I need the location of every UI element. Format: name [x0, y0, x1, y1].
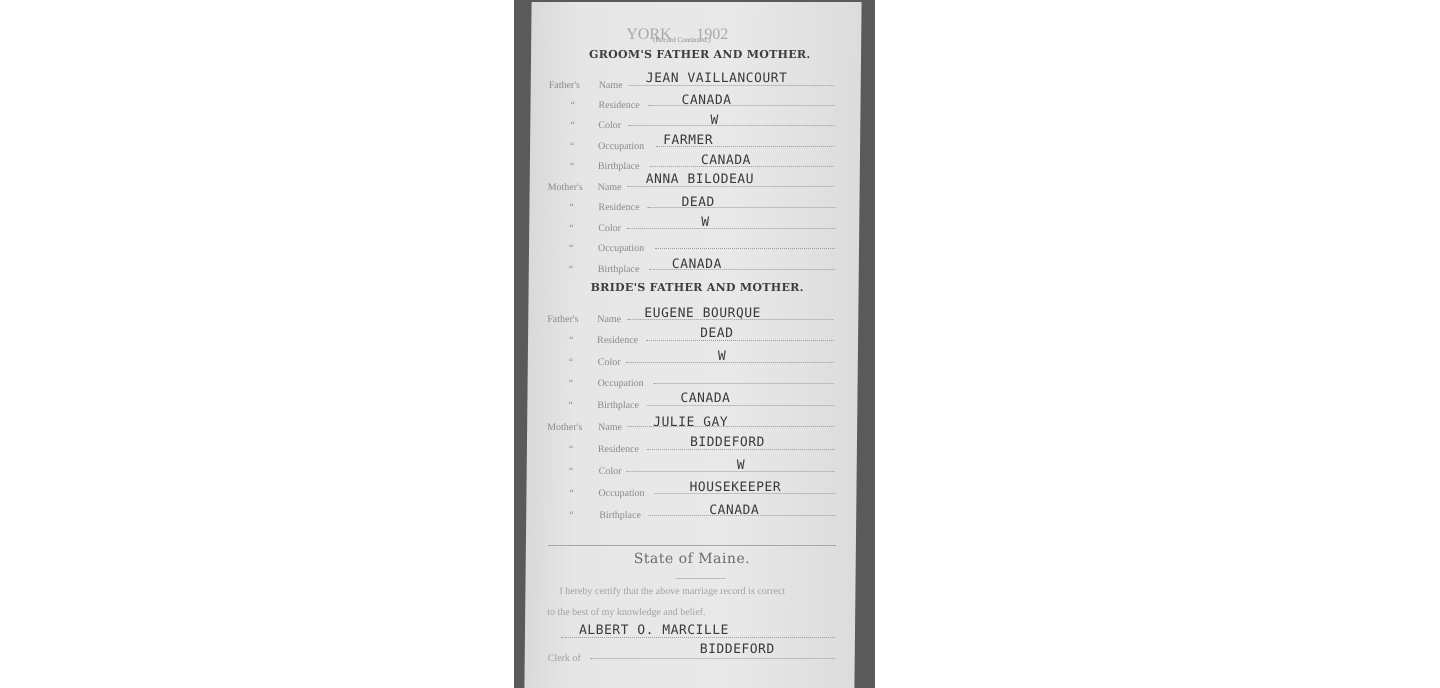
ditto-mark: “	[570, 120, 575, 131]
ditto-mark: “	[568, 378, 574, 389]
record-card	[524, 2, 861, 688]
groom-father-occupation-line	[656, 146, 834, 147]
bride-mother-residence-line	[647, 449, 835, 450]
ditto-mark: “	[568, 466, 574, 477]
bride-mother-birthplace-line	[648, 515, 835, 516]
bride-mother-label: Mother's	[547, 422, 583, 433]
bride-mother-name-line	[627, 426, 834, 427]
bride-mother-birthplace: CANADA	[709, 503, 760, 518]
record-continued-label: (Record Continued.)	[653, 36, 711, 44]
ditto-mark: “	[570, 100, 576, 111]
ditto-mark: “	[568, 335, 574, 346]
section-rule	[548, 545, 836, 546]
ditto-mark: “	[570, 141, 575, 152]
groom-mother-occupation-label: Occupation	[597, 243, 645, 254]
clerk-signature-line	[561, 637, 835, 638]
bride-mother-color: W	[736, 458, 746, 473]
bride-mother-occupation-label: Occupation	[598, 488, 645, 499]
bride-mother-occupation: HOUSEKEEPER	[689, 480, 782, 495]
state-underline	[676, 578, 726, 579]
ditto-mark: “	[568, 357, 574, 368]
ditto-mark: “	[569, 161, 575, 172]
clerk-of-line	[591, 658, 835, 659]
groom-mother-residence: DEAD	[681, 195, 715, 210]
bride-father-name-line	[627, 319, 833, 320]
groom-mother-name-label: Name	[597, 182, 622, 193]
year-stamp: 1902	[696, 26, 729, 43]
groom-father-birthplace-line	[650, 166, 834, 167]
state-heading: State of Maine.	[633, 551, 751, 567]
groom-section-title: GROOM'S FATHER AND MOTHER.	[588, 48, 811, 61]
groom-mother-color: W	[701, 215, 710, 230]
certification-line-2: to the best of my knowledge and belief.	[547, 607, 706, 618]
bride-mother-birthplace-label: Birthplace	[599, 510, 641, 521]
bride-father-birthplace: CANADA	[680, 391, 731, 406]
groom-father-occupation: FARMER	[663, 133, 714, 148]
groom-father-color-label: Color	[598, 120, 622, 131]
certification-line-1: I hereby certify that the above marriage record is correct	[559, 586, 786, 597]
ditto-mark: “	[568, 444, 574, 455]
bride-father-birthplace-line	[647, 405, 834, 406]
bride-father-occupation-line	[654, 383, 834, 384]
clerk-name: ALBERT O. MARCILLE	[578, 623, 729, 638]
groom-mother-birthplace-label: Birthplace	[597, 264, 640, 275]
ditto-mark: “	[569, 488, 574, 499]
bride-father-residence-label: Residence	[596, 335, 639, 346]
groom-father-residence-line	[649, 105, 835, 106]
bride-father-occupation-label: Occupation	[597, 378, 644, 389]
groom-father-color: W	[710, 113, 719, 128]
bride-father-residence: DEAD	[700, 326, 734, 341]
bride-mother-color-label: Color	[598, 466, 622, 477]
groom-mother-birthplace-line	[649, 269, 835, 270]
groom-mother-name-line	[628, 186, 834, 187]
bride-father-color-line	[626, 362, 834, 363]
bride-father-name-label: Name	[597, 314, 622, 325]
groom-father-name-line	[629, 85, 834, 86]
groom-mother-color-line	[627, 228, 835, 229]
bride-father-residence-line	[646, 340, 834, 341]
groom-father-occupation-label: Occupation	[598, 141, 645, 152]
groom-father-birthplace: CANADA	[700, 153, 751, 168]
groom-mother-color-label: Color	[598, 223, 622, 234]
groom-father-name-label: Name	[598, 80, 623, 91]
groom-father-color-line	[628, 125, 834, 126]
bride-father-label: Father's	[547, 314, 579, 325]
groom-father-residence-label: Residence	[598, 100, 640, 111]
ditto-mark: “	[569, 202, 574, 213]
bride-father-color: W	[717, 349, 727, 364]
ditto-mark: “	[568, 400, 573, 411]
bride-mother-color-line	[627, 471, 835, 472]
groom-mother-label: Mother's	[547, 182, 583, 193]
groom-mother-occupation-line	[655, 248, 835, 249]
bride-father-name: EUGENE BOURQUE	[644, 306, 761, 321]
bride-mother-occupation-line	[654, 493, 835, 494]
clerk-of-label: Clerk of	[547, 653, 581, 664]
bride-mother-residence-label: Residence	[597, 444, 640, 455]
bride-mother-residence: BIDDEFORD	[689, 435, 766, 450]
groom-mother-birthplace: CANADA	[671, 257, 722, 272]
groom-father-birthplace-label: Birthplace	[597, 161, 640, 172]
bride-mother-name: JULIE GAY	[653, 415, 729, 430]
bride-father-birthplace-label: Birthplace	[597, 400, 640, 411]
groom-mother-name: ANNA BILODEAU	[645, 172, 755, 187]
ditto-mark: “	[569, 223, 574, 234]
bride-section-title: BRIDE'S FATHER AND MOTHER.	[590, 281, 804, 294]
ditto-mark: “	[569, 510, 574, 521]
groom-mother-residence-line	[647, 207, 835, 208]
bride-father-color-label: Color	[597, 357, 621, 368]
groom-father-name: JEAN VAILLANCOURT	[645, 71, 788, 86]
ditto-mark: “	[568, 243, 574, 254]
bride-mother-name-label: Name	[598, 422, 623, 433]
groom-father-label: Father's	[548, 80, 581, 91]
clerk-of-town: BIDDEFORD	[699, 642, 775, 657]
groom-mother-residence-label: Residence	[598, 202, 640, 213]
ditto-mark: “	[568, 264, 574, 275]
county-stamp: YORK	[626, 26, 672, 43]
groom-father-residence: CANADA	[681, 93, 732, 108]
